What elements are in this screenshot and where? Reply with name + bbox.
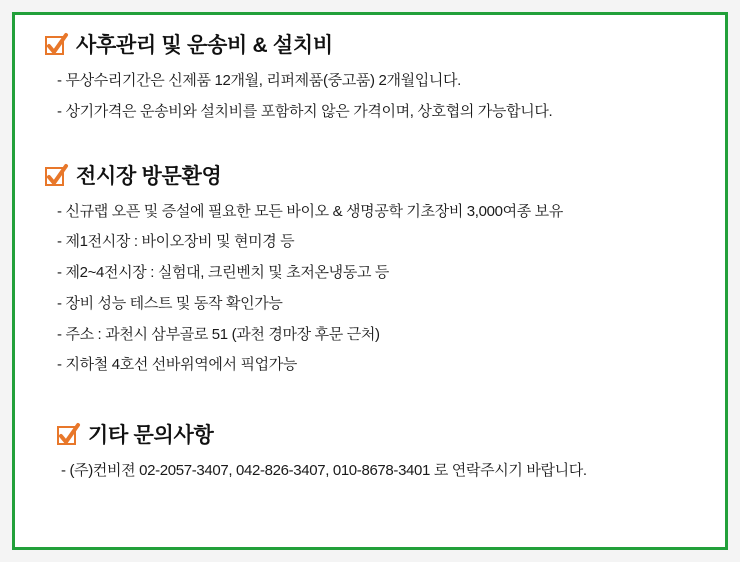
section-title: 전시장 방문환영 xyxy=(76,164,222,188)
section-title: 사후관리 및 운송비 & 설치비 xyxy=(76,34,333,57)
section-title: 기타 문의사항 xyxy=(88,424,214,447)
list-item: - 상기가격은 운송비와 설치비를 포함하지 않은 가격이며, 상호협의 가능합니다. xyxy=(57,102,553,120)
list-item: - 지하철 4호선 선바위역에서 픽업가능 xyxy=(57,356,298,374)
section-showroom xyxy=(41,166,699,377)
bullet-list xyxy=(41,460,699,482)
list-item: - 신규랩 오픈 및 증설에 필요한 모든 바이오 & 생명공학 기초장비 3,000여종 보유 xyxy=(57,202,563,220)
list-item: - (주)컨비젼 02-2057-3407, 042-826-3407, 010-8678-3401 로 연락주시기 바랍니다. xyxy=(61,462,587,479)
bullet-list xyxy=(41,201,699,377)
document-panel xyxy=(12,12,728,550)
section-header xyxy=(57,425,699,446)
section-header xyxy=(45,35,699,56)
bullet-list xyxy=(41,70,699,123)
list-item: - 제1전시장 : 바이오장비 및 현미경 등 xyxy=(57,233,295,251)
list-item: - 장비 성능 테스트 및 동작 확인가능 xyxy=(57,294,283,312)
orange-check-icon xyxy=(45,36,64,55)
orange-check-icon xyxy=(45,167,64,186)
list-item: - 주소 : 과천시 삼부골로 51 (과천 경마장 후문 근처) xyxy=(57,325,380,343)
document-content xyxy=(15,15,725,482)
list-item: - 무상수리기간은 신제품 12개월, 리퍼제품(중고품) 2개월입니다. xyxy=(57,72,461,89)
section-after-sales xyxy=(41,35,699,123)
orange-check-icon xyxy=(57,426,76,445)
list-item: - 제2~4전시장 : 실험대, 크린벤치 및 초저온냉동고 등 xyxy=(57,264,390,281)
spacer xyxy=(41,385,699,425)
section-header xyxy=(45,166,699,187)
section-other-inquiries xyxy=(41,425,699,482)
spacer xyxy=(41,132,699,166)
